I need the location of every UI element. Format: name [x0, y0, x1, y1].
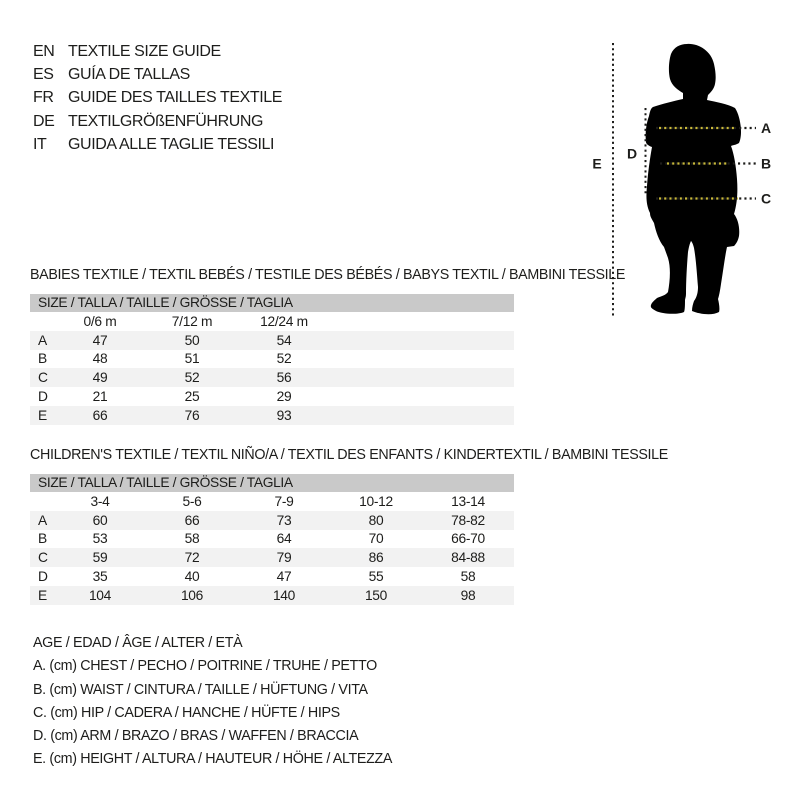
- table-cell: 40: [184, 569, 200, 585]
- table-cell: 66: [54, 406, 146, 425]
- row-label: B: [38, 531, 47, 547]
- column-header: 3-4: [90, 493, 110, 509]
- children-table: [30, 492, 514, 605]
- legend-item: E. (cm) HEIGHT / ALTURA / HAUTEUR / HÖHE / ALTEZZA: [33, 751, 393, 768]
- language-code: ES: [33, 66, 54, 84]
- language-code: IT: [33, 135, 47, 153]
- table-cell: 59: [54, 548, 146, 567]
- table-cell: 93: [238, 406, 330, 425]
- table-cell: 72: [146, 548, 238, 567]
- table-cell: 76: [146, 406, 238, 425]
- corner-cell: [30, 492, 54, 511]
- table-cell: 104: [54, 586, 146, 605]
- measure-label-C: C: [761, 190, 772, 207]
- measure-label-A: A: [761, 120, 772, 136]
- child-silhouette: [646, 44, 741, 314]
- table-cell: 47: [276, 569, 292, 585]
- table-row: [30, 530, 514, 549]
- column-header: 7/12 m: [171, 313, 213, 329]
- table-cell: 140: [238, 586, 330, 605]
- language-label: GUIDA ALLE TAGLIE TESSILI: [68, 135, 275, 153]
- children-column-header-row: [30, 492, 514, 511]
- table-cell: 58: [460, 569, 476, 585]
- column-header: 13-14: [451, 493, 485, 509]
- column-header: 0/6 m: [83, 313, 117, 329]
- children-section-title: CHILDREN'S TEXTILE / TEXTIL NIÑO/A / TEXTIL DES ENFANTS / KINDERTEXTIL / BAMBINI TESSILE: [30, 447, 668, 463]
- table-row: [30, 387, 514, 406]
- measure-label-D: D: [626, 145, 638, 162]
- row-label: A: [30, 331, 54, 350]
- row-label: D: [38, 569, 48, 585]
- table-cell: 52: [146, 368, 238, 387]
- table-cell: 54: [238, 331, 330, 350]
- filler-cell: [330, 368, 514, 387]
- babies-size-header-bar: SIZE / TALLA / TAILLE / GRÖSSE / TAGLIA: [30, 294, 514, 312]
- language-code: EN: [33, 43, 55, 60]
- table-cell: 52: [276, 351, 292, 367]
- table-row: [30, 548, 514, 567]
- table-cell: 66-70: [451, 531, 485, 547]
- filler-cell: [330, 350, 514, 369]
- filler-cell: [330, 406, 514, 425]
- table-cell: 49: [54, 368, 146, 387]
- table-cell: 66: [146, 511, 238, 530]
- table-cell: 48: [92, 351, 108, 367]
- language-label: TEXTILE SIZE GUIDE: [68, 43, 221, 60]
- filler-cell: [330, 387, 514, 406]
- measure-label-E: E: [592, 155, 602, 172]
- row-label: B: [38, 351, 47, 367]
- legend-items: [33, 655, 392, 771]
- children-size-table: [30, 474, 514, 605]
- table-cell: 60: [54, 511, 146, 530]
- table-cell: 35: [92, 569, 108, 585]
- table-cell: 86: [330, 548, 422, 567]
- row-label: C: [30, 368, 54, 387]
- table-cell: 58: [184, 531, 200, 547]
- measurement-figure: [575, 25, 800, 330]
- babies-section-title: BABIES TEXTILE / TEXTIL BEBÉS / TESTILE DES BÉBÉS / BABYS TEXTIL / BAMBINI TESSILE: [30, 267, 626, 283]
- language-row: [33, 40, 282, 63]
- table-cell: 80: [330, 511, 422, 530]
- legend-age-row: AGE / EDAD / ÂGE / ALTER / ETÀ: [33, 635, 243, 651]
- language-label: TEXTILGRÖßENFÜHRUNG: [68, 112, 264, 130]
- table-row: [30, 567, 514, 586]
- table-row: [30, 511, 514, 530]
- table-cell: 150: [330, 586, 422, 605]
- table-cell: 53: [92, 531, 108, 547]
- language-row: [33, 63, 282, 86]
- column-header: 10-12: [359, 493, 393, 509]
- babies-column-header-row: [30, 312, 514, 331]
- legend-item: D. (cm) ARM / BRAZO / BRAS / WAFFEN / BRACCIA: [33, 728, 359, 745]
- row-label: C: [30, 548, 54, 567]
- filler-cell: [330, 312, 514, 331]
- table-row: [30, 406, 514, 425]
- language-code: FR: [33, 89, 54, 107]
- measurement-legend: [33, 632, 392, 772]
- table-cell: 25: [184, 389, 200, 405]
- table-cell: 70: [368, 531, 384, 547]
- legend-item: B. (cm) WAIST / CINTURA / TAILLE / HÜFTUNG / VITA: [33, 681, 368, 698]
- table-cell: 56: [238, 368, 330, 387]
- table-cell: 106: [146, 586, 238, 605]
- babies-table: [30, 312, 514, 425]
- table-cell: 50: [146, 331, 238, 350]
- table-cell: 73: [238, 511, 330, 530]
- language-label: GUÍA DE TALLAS: [68, 66, 190, 84]
- column-header: 5-6: [182, 493, 202, 509]
- language-code: DE: [33, 112, 55, 130]
- table-row: [30, 586, 514, 605]
- table-cell: 79: [238, 548, 330, 567]
- language-list: [33, 40, 282, 156]
- children-size-header-bar: SIZE / TALLA / TAILLE / GRÖSSE / TAGLIA: [30, 474, 514, 492]
- language-row: [33, 86, 282, 109]
- language-row: [33, 133, 282, 156]
- babies-size-table: [30, 294, 514, 425]
- row-label: E: [30, 586, 54, 605]
- table-row: [30, 350, 514, 369]
- table-cell: 78-82: [422, 511, 514, 530]
- table-row: [30, 368, 514, 387]
- filler-cell: [330, 331, 514, 350]
- row-label: A: [30, 511, 54, 530]
- language-row: [33, 110, 282, 133]
- table-cell: 51: [184, 351, 200, 367]
- column-header: 7-9: [274, 493, 294, 509]
- table-cell: 64: [276, 531, 292, 547]
- table-cell: 29: [276, 389, 292, 405]
- corner-cell: [30, 312, 54, 331]
- language-label: GUIDE DES TAILLES TEXTILE: [68, 89, 283, 107]
- legend-item: C. (cm) HIP / CADERA / HANCHE / HÜFTE / HIPS: [33, 704, 340, 721]
- row-label: D: [38, 389, 48, 405]
- table-cell: 47: [54, 331, 146, 350]
- measure-label-B: B: [761, 155, 772, 172]
- column-header: 12/24 m: [260, 313, 308, 329]
- table-cell: 84-88: [422, 548, 514, 567]
- table-cell: 98: [422, 586, 514, 605]
- legend-item: A. (cm) CHEST / PECHO / POITRINE / TRUHE / PETTO: [33, 658, 377, 675]
- table-cell: 55: [368, 569, 384, 585]
- table-row: [30, 331, 514, 350]
- table-cell: 21: [92, 389, 108, 405]
- row-label: E: [30, 406, 54, 425]
